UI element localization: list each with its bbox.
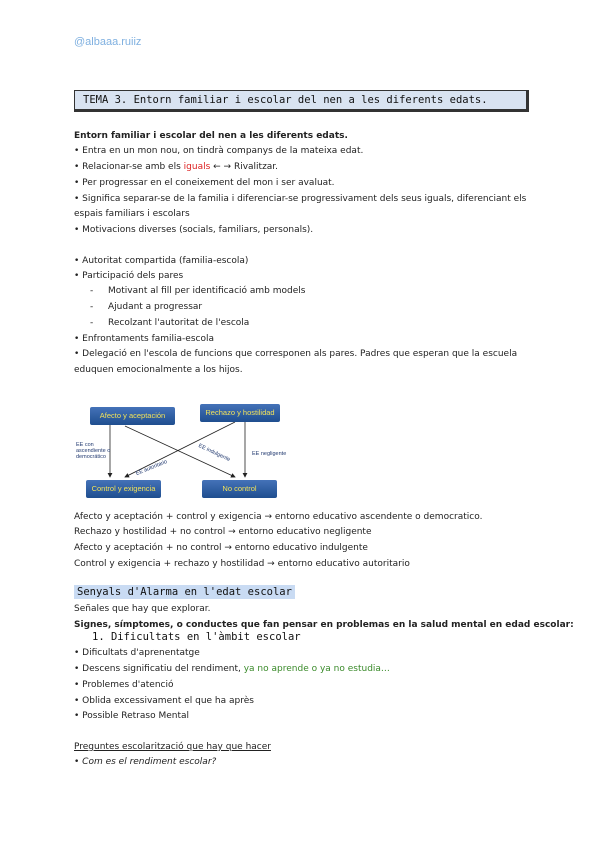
alarm-section-heading: Senyals d'Alarma en l'edat escolar xyxy=(74,585,295,599)
diagram-label-indulgent: EE indulgente xyxy=(197,443,231,463)
alarm-signs: Signes, símptomes, o conductes que fan pensar en problemas en la salud mental en edad escolar: xyxy=(74,620,574,630)
alarm-item: • Oblida excessivament el que ha après xyxy=(74,696,254,706)
bullet-item: • Per progressar en el coneixement del mon i ser avaluat. xyxy=(74,178,335,188)
sub-item: - Motivant al fill per identificació amb models xyxy=(90,286,306,296)
diagram-box-control: Control y exigencia xyxy=(86,480,161,498)
combo-line: Rechazo y hostilidad + no control → entorno educativo negligente xyxy=(74,527,372,537)
bullet-item: • Motivacions diverses (socials, familiars, personals). xyxy=(74,225,314,235)
highlight-green: ya no aprende o ya no estudia… xyxy=(243,664,390,674)
sub-item: - Ajudant a progressar xyxy=(90,302,203,312)
bullet-item: • Autoritat compartida (familia-escola) xyxy=(74,256,249,266)
alarm-subheading: Señales que hay que explorar. xyxy=(74,604,211,614)
bullet-item: • Enfrontaments familia-escola xyxy=(74,334,214,344)
watermark: @albaaa.ruiiz xyxy=(74,36,142,48)
bullet-item-cont: espais familiars i escolars xyxy=(74,209,190,219)
highlight-red: iguals xyxy=(183,162,211,172)
diagram-box-afecto: Afecto y aceptación xyxy=(90,407,175,425)
diagram-box-rechazo: Rechazo y hostilidad xyxy=(200,404,280,422)
bullet-item: • Significa separar-se de la familia i diferenciar-se progressivament dels seus iguals, diferenciant els xyxy=(74,194,527,204)
diagram-box-no-control: No control xyxy=(202,480,277,498)
question-item: • Com es el rendiment escolar? xyxy=(74,757,217,767)
numbered-heading: 1. Dificultats en l'àmbit escolar xyxy=(92,631,301,643)
sub-item: - Recolzant l'autoritat de l'escola xyxy=(90,318,250,328)
alarm-item: • Dificultats d'aprenentatge xyxy=(74,648,200,658)
bullet-item-cont: eduquen emocionalmente a los hijos. xyxy=(74,365,243,375)
combo-line: Afecto y aceptación + no control → entorno educativo indulgente xyxy=(74,543,368,553)
page-title: TEMA 3. Entorn familiar i escolar del nen a les diferents edats. xyxy=(74,90,529,112)
alarm-item: • Descens significatiu del rendiment, ya no aprende o ya no estudia… xyxy=(74,664,390,674)
questions-heading: Preguntes escolarització que hay que hacer xyxy=(74,742,271,752)
diagram-label-democratic: EE con ascendiente o democrático xyxy=(76,442,111,460)
bullet-item: • Participació dels pares xyxy=(74,271,184,281)
alarm-item: • Possible Retraso Mental xyxy=(74,711,190,721)
combo-line: Afecto y aceptación + control y exigencia → entorno educativo ascendente o democratico. xyxy=(74,512,483,522)
bullet-item: • Entra en un mon nou, on tindrà companys de la mateixa edat. xyxy=(74,146,364,156)
combo-line: Control y exigencia + rechazo y hostilidad → entorno educativo autoritario xyxy=(74,559,410,569)
diagram-label-authoritarian: EE autoritario xyxy=(135,458,169,478)
parenting-style-diagram xyxy=(70,395,310,500)
diagram-label-negligent: EE negligente xyxy=(252,451,287,457)
intro-heading: Entorn familiar i escolar del nen a les diferents edats. xyxy=(74,131,348,141)
bullet-item: • Delegació en l'escola de funcions que corresponen als pares. Padres que esperan que la escuela xyxy=(74,349,518,359)
bullet-item: • Relacionar-se amb els iguals ← → Rivalitzar. xyxy=(74,162,279,172)
alarm-item: • Problemes d'atenció xyxy=(74,680,174,690)
